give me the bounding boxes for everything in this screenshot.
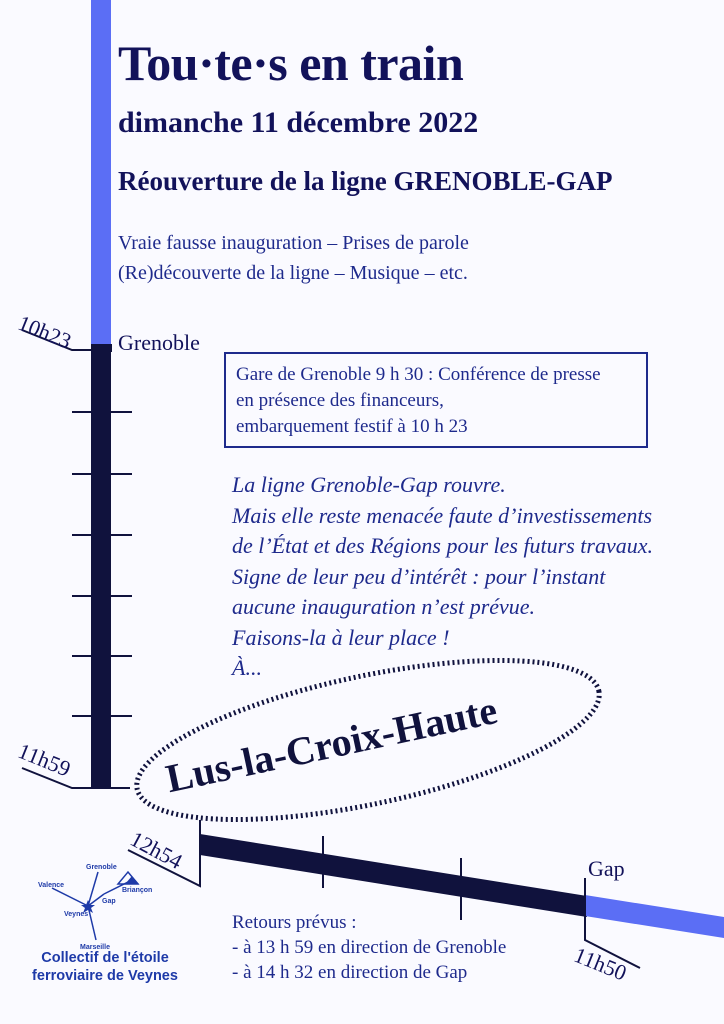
start-time-label: 10h23 — [14, 310, 75, 354]
activity-line: (Re)découverte de la ligne – Musique – etc. — [118, 262, 468, 284]
press-line: Gare de Grenoble 9 h 30 : Conférence de presse — [236, 364, 601, 385]
message-line: aucune inauguration n’est prévue. — [232, 594, 536, 619]
page-title: Tou·te·s en train — [118, 35, 464, 91]
message-line: Signe de leur peu d’intérêt : pour l’instant — [232, 563, 606, 589]
message-line: À... — [232, 655, 262, 680]
protest-message — [232, 470, 653, 684]
map-label-grenoble: Grenoble — [86, 864, 117, 871]
mid-time-label: 11h59 — [14, 738, 75, 782]
press-line: embarquement festif à 10 h 23 — [236, 416, 468, 437]
map-label-valence: Valence — [38, 882, 65, 889]
message-line: Faisons-la à leur place ! — [232, 624, 450, 650]
map-label-briancon: Briançon — [122, 887, 153, 894]
return-trains — [232, 910, 506, 985]
map-label-marseille: Marseille — [80, 944, 110, 950]
activity-line: Vraie fausse inauguration – Prises de parole — [118, 232, 469, 254]
track-dark-vertical — [91, 344, 111, 788]
track-dark-diagonal — [200, 834, 587, 917]
reopening-heading: Réouverture de la ligne GRENOBLE-GAP — [118, 166, 613, 196]
collective-name — [20, 949, 190, 985]
start-station-label: Grenoble — [118, 330, 200, 355]
message-line: Mais elle reste menacée faute d’investissements — [232, 502, 653, 528]
track-light-top — [91, 0, 111, 344]
map-label-veynes: Veynes — [64, 911, 89, 918]
message-line: La ligne Grenoble-Gap rouvre. — [232, 472, 506, 497]
return-item: - à 14 h 32 en direction de Gap — [232, 962, 468, 983]
press-conference-box — [224, 352, 648, 448]
press-line: en présence des financeurs, — [236, 390, 444, 411]
message-line: de l’État et des Régions pour les futurs travaux. — [232, 533, 653, 558]
collective-logo-map — [30, 858, 170, 950]
collective-name-line: Collectif de l'étoile — [41, 950, 169, 966]
event-date: dimanche 11 décembre 2022 — [118, 106, 479, 139]
collective-name-line: ferroviaire de Veynes — [32, 968, 178, 984]
returns-title: Retours prévus : — [232, 912, 357, 933]
end-station-label: Gap — [588, 856, 625, 881]
return-item: - à 13 h 59 en direction de Grenoble — [232, 937, 507, 958]
destination-station-label: Lus-la-Croix-Haute — [161, 687, 501, 802]
track-light-diagonal — [585, 895, 724, 938]
end-time-label: 11h50 — [570, 942, 631, 986]
map-label-gap: Gap — [102, 898, 116, 905]
depart-time-label: 12h54 — [126, 826, 187, 874]
